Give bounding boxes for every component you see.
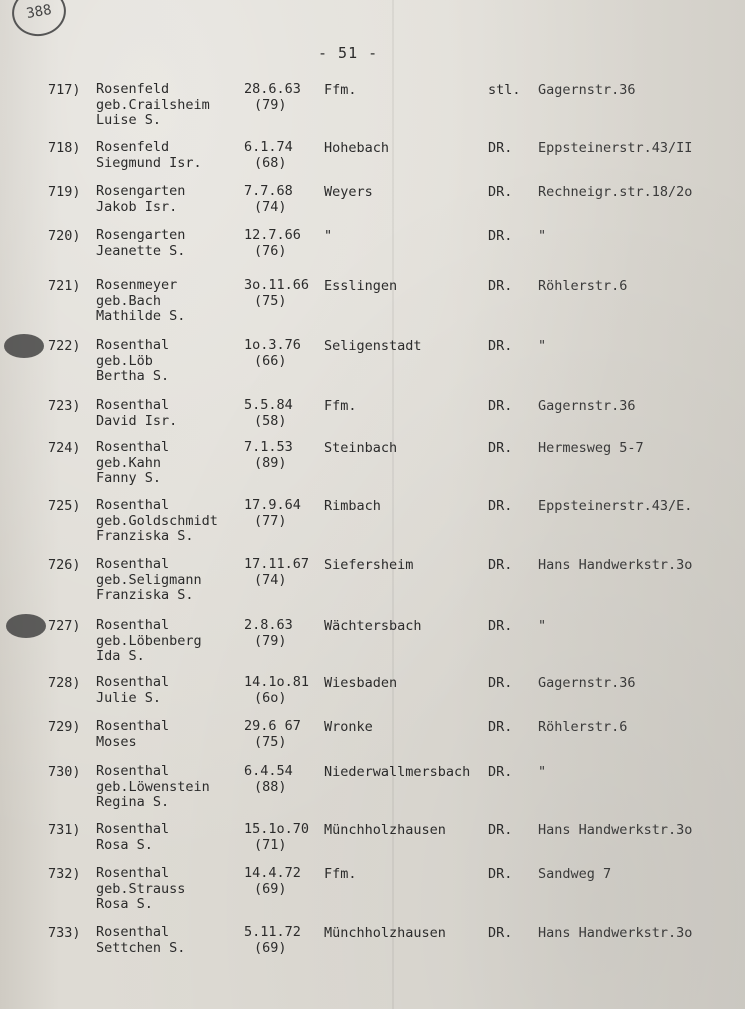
birth-date: 5.5.84	[244, 397, 293, 413]
entry-number: 729)	[48, 719, 81, 735]
birth-date: 6.1.74	[244, 139, 293, 155]
name-line: Franziska S.	[96, 587, 194, 603]
name-line: Rosenthal	[96, 497, 170, 513]
name-line: Moses	[96, 733, 137, 750]
address: "	[538, 764, 547, 780]
marital-status: DR.	[488, 719, 513, 735]
address: Gagernstr.36	[538, 398, 636, 414]
birth-place: Hohebach	[324, 140, 390, 156]
birth-info	[244, 398, 293, 429]
birth-info	[244, 228, 301, 259]
birth-info	[244, 866, 301, 897]
name-line: Julie S.	[96, 689, 162, 706]
marital-status: DR.	[488, 557, 513, 573]
age: (89)	[254, 454, 287, 471]
name-line: Jakob Isr.	[96, 198, 178, 215]
marital-status: DR.	[488, 618, 513, 634]
paper-fold	[392, 0, 394, 1009]
marital-status: DR.	[488, 440, 513, 456]
birth-place: Esslingen	[324, 278, 398, 294]
entry-number: 731)	[48, 822, 81, 838]
birth-place: Wiesbaden	[324, 675, 398, 691]
marital-status: DR.	[488, 338, 513, 354]
marital-status: DR.	[488, 675, 513, 691]
birth-info	[244, 675, 309, 706]
person-name	[96, 140, 202, 171]
birth-date: 12.7.66	[244, 227, 301, 243]
birth-place: Wächtersbach	[324, 618, 422, 634]
birth-date: 2.8.63	[244, 617, 293, 633]
birth-place: Münchholzhausen	[324, 925, 446, 941]
name-line: Rosenthal	[96, 556, 170, 572]
birth-date: 14.4.72	[244, 865, 301, 881]
address: Röhlerstr.6	[538, 719, 628, 735]
address: Hans Handwerkstr.3o	[538, 925, 693, 941]
birth-info	[244, 557, 309, 588]
marital-status: DR.	[488, 278, 513, 294]
person-name	[96, 925, 185, 956]
name-line: geb.Kahn	[96, 454, 162, 471]
person-name	[96, 338, 169, 385]
address: Hans Handwerkstr.3o	[538, 557, 693, 573]
address: Röhlerstr.6	[538, 278, 628, 294]
entry-number: 726)	[48, 557, 81, 573]
name-line: geb.Löwenstein	[96, 778, 210, 795]
age: (69)	[254, 939, 287, 956]
name-line: David Isr.	[96, 412, 178, 429]
age: (77)	[254, 512, 287, 529]
entry-number: 717)	[48, 82, 81, 98]
name-line: Rosenthal	[96, 617, 170, 633]
birth-info	[244, 764, 293, 795]
birth-info	[244, 498, 301, 529]
marital-status: DR.	[488, 866, 513, 882]
name-line: Franziska S.	[96, 528, 194, 544]
entry-number: 719)	[48, 184, 81, 200]
person-name	[96, 440, 169, 487]
name-line: Rosenthal	[96, 397, 170, 413]
birth-date: 29.6 67	[244, 718, 301, 734]
name-line: Luise S.	[96, 112, 162, 128]
entry-number: 722)	[48, 338, 81, 354]
age: (79)	[254, 96, 287, 113]
birth-place: Rimbach	[324, 498, 381, 514]
birth-info	[244, 822, 309, 853]
name-line: Bertha S.	[96, 368, 170, 384]
birth-date: 1o.3.76	[244, 337, 301, 353]
name-line: geb.Seligmann	[96, 571, 202, 588]
person-name	[96, 228, 185, 259]
name-line: Rosenmeyer	[96, 277, 178, 293]
address: "	[538, 338, 547, 354]
person-name	[96, 82, 210, 129]
name-line: Rosengarten	[96, 183, 186, 199]
entry-number: 732)	[48, 866, 81, 882]
age: (88)	[254, 778, 287, 795]
address: Rechneigr.str.18/2o	[538, 184, 693, 200]
address: "	[538, 618, 547, 634]
name-line: Rosenthal	[96, 718, 170, 734]
name-line: Regina S.	[96, 794, 170, 810]
name-line: geb.Löb	[96, 352, 153, 369]
name-line: geb.Bach	[96, 292, 162, 309]
name-line: Rosenfeld	[96, 139, 170, 155]
birth-info	[244, 440, 293, 471]
birth-info	[244, 140, 293, 171]
entry-number: 733)	[48, 925, 81, 941]
person-name	[96, 764, 210, 811]
birth-info	[244, 184, 293, 215]
entry-number: 724)	[48, 440, 81, 456]
marital-status: DR.	[488, 822, 513, 838]
person-name	[96, 618, 202, 665]
birth-info	[244, 618, 293, 649]
marital-status: DR.	[488, 228, 513, 244]
entry-number: 730)	[48, 764, 81, 780]
birth-place: Niederwallmersbach	[324, 764, 471, 780]
name-line: Fanny S.	[96, 470, 162, 486]
name-line: Rosa S.	[96, 896, 153, 912]
age: (75)	[254, 292, 287, 309]
birth-date: 7.7.68	[244, 183, 293, 199]
birth-place: Wronke	[324, 719, 373, 735]
age: (6o)	[254, 689, 287, 706]
birth-date: 28.6.63	[244, 81, 301, 97]
ink-blot	[6, 614, 46, 638]
age: (71)	[254, 836, 287, 853]
birth-info	[244, 925, 301, 956]
person-name	[96, 675, 169, 706]
birth-date: 15.1o.70	[244, 821, 310, 837]
person-name	[96, 278, 185, 325]
person-name	[96, 498, 218, 545]
name-line: geb.Strauss	[96, 880, 186, 897]
age: (74)	[254, 571, 287, 588]
marital-status: DR.	[488, 925, 513, 941]
person-name	[96, 866, 185, 913]
person-name	[96, 398, 177, 429]
birth-date: 6.4.54	[244, 763, 293, 779]
name-line: Rosenfeld	[96, 81, 170, 97]
name-line: Rosenthal	[96, 439, 170, 455]
marital-status: DR.	[488, 140, 513, 156]
address: Sandweg 7	[538, 866, 612, 882]
entry-number: 728)	[48, 675, 81, 691]
entry-number: 720)	[48, 228, 81, 244]
birth-info	[244, 278, 309, 309]
name-line: Mathilde S.	[96, 308, 186, 324]
name-line: Rosenthal	[96, 865, 170, 881]
name-line: Rosenthal	[96, 821, 170, 837]
marital-status: DR.	[488, 184, 513, 200]
birth-place: Ffm.	[324, 398, 357, 414]
name-line: geb.Goldschmidt	[96, 512, 218, 529]
age: (75)	[254, 733, 287, 750]
birth-place: Steinbach	[324, 440, 398, 456]
birth-date: 3o.11.66	[244, 277, 310, 293]
birth-place: Münchholzhausen	[324, 822, 446, 838]
birth-info	[244, 338, 301, 369]
name-line: Rosenthal	[96, 924, 170, 940]
address: Gagernstr.36	[538, 82, 636, 98]
birth-info	[244, 719, 301, 750]
address: Hans Handwerkstr.3o	[538, 822, 693, 838]
age: (74)	[254, 198, 287, 215]
address: Eppsteinerstr.43/E.	[538, 498, 693, 514]
age: (69)	[254, 880, 287, 897]
birth-date: 14.1o.81	[244, 674, 310, 690]
name-line: Ida S.	[96, 648, 145, 664]
entry-number: 727)	[48, 618, 81, 634]
birth-place: Siefersheim	[324, 557, 414, 573]
birth-place: "	[324, 228, 333, 244]
page-number: - 51 -	[318, 44, 379, 62]
name-line: geb.Löbenberg	[96, 632, 202, 649]
birth-date: 17.11.67	[244, 556, 310, 572]
name-line: Rosenthal	[96, 763, 170, 779]
address: "	[538, 228, 547, 244]
person-name	[96, 719, 169, 750]
archive-stamp: 388	[8, 0, 70, 40]
birth-date: 17.9.64	[244, 497, 301, 513]
age: (76)	[254, 242, 287, 259]
age: (66)	[254, 352, 287, 369]
birth-place: Seligenstadt	[324, 338, 422, 354]
entry-number: 721)	[48, 278, 81, 294]
ink-blot	[4, 334, 44, 358]
entry-number: 723)	[48, 398, 81, 414]
name-line: Rosenthal	[96, 337, 170, 353]
name-line: Siegmund Isr.	[96, 154, 202, 171]
name-line: geb.Crailsheim	[96, 96, 210, 113]
age: (68)	[254, 154, 287, 171]
person-name	[96, 822, 169, 853]
address: Hermesweg 5-7	[538, 440, 644, 456]
birth-place: Weyers	[324, 184, 373, 200]
marital-status: DR.	[488, 398, 513, 414]
age: (58)	[254, 412, 287, 429]
birth-date: 7.1.53	[244, 439, 293, 455]
person-name	[96, 184, 185, 215]
marital-status: DR.	[488, 764, 513, 780]
marital-status: stl.	[488, 82, 521, 98]
marital-status: DR.	[488, 498, 513, 514]
person-name	[96, 557, 202, 604]
name-line: Rosengarten	[96, 227, 186, 243]
birth-place: Ffm.	[324, 82, 357, 98]
entry-number: 718)	[48, 140, 81, 156]
birth-date: 5.11.72	[244, 924, 301, 940]
name-line: Jeanette S.	[96, 242, 186, 259]
name-line: Rosenthal	[96, 674, 170, 690]
name-line: Settchen S.	[96, 939, 186, 956]
birth-info	[244, 82, 301, 113]
entry-number: 725)	[48, 498, 81, 514]
age: (79)	[254, 632, 287, 649]
address: Eppsteinerstr.43/II	[538, 140, 693, 156]
name-line: Rosa S.	[96, 836, 153, 853]
birth-place: Ffm.	[324, 866, 357, 882]
address: Gagernstr.36	[538, 675, 636, 691]
